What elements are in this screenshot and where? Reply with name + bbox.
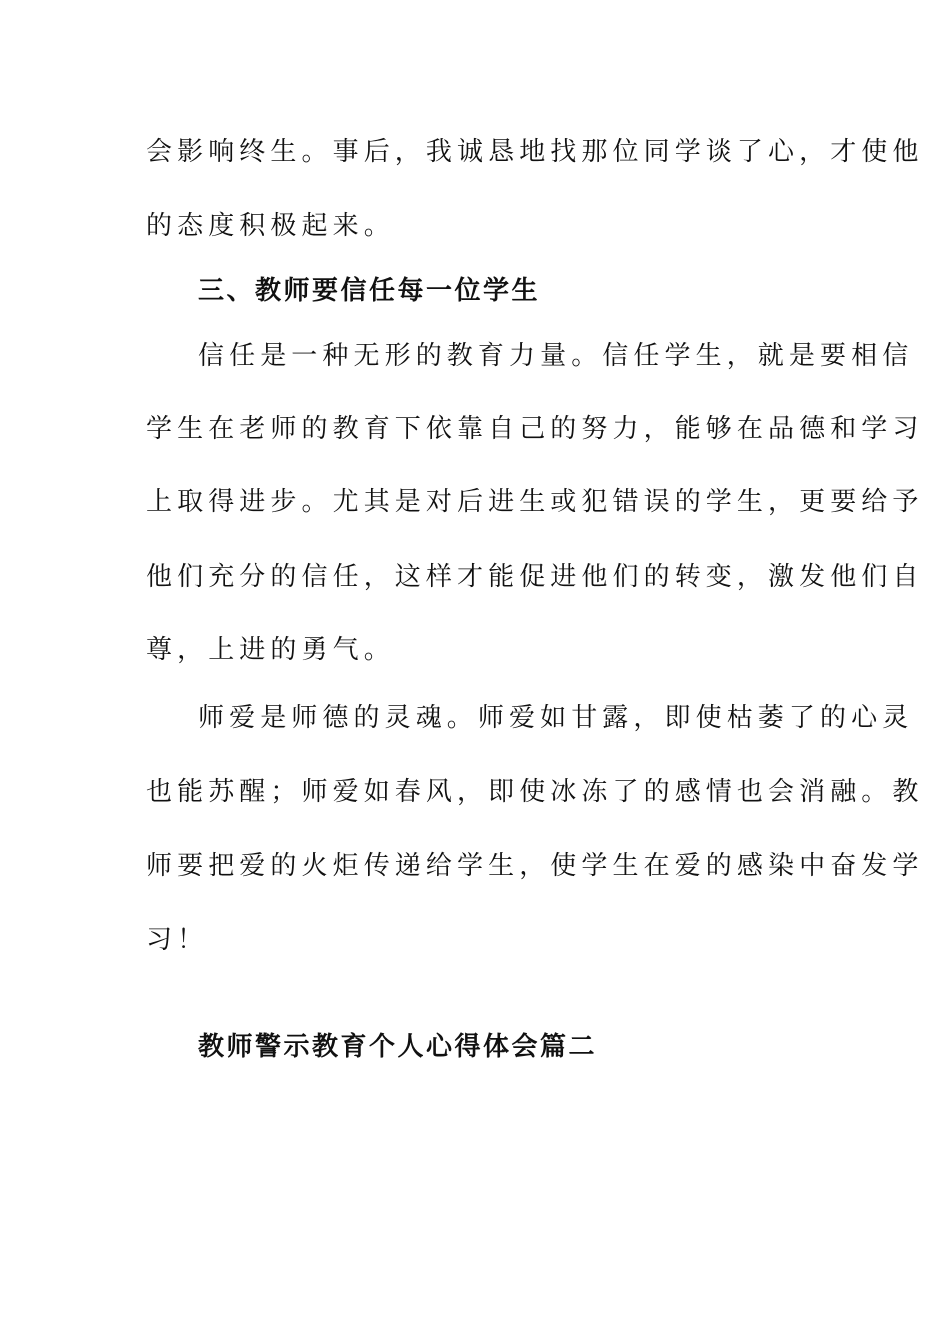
paragraph-line: 学生在老师的教育下依靠自己的努力，能够在品德和学习 (146, 414, 924, 444)
paragraph-line: 的态度积极起来。 (146, 211, 395, 241)
paragraph-line: 师要把爱的火炬传递给学生，使学生在爱的感染中奋发学 (146, 851, 924, 881)
article-title: 教师警示教育个人心得体会篇二 (198, 1032, 598, 1062)
paragraph-line: 会影响终生。事后，我诚恳地找那位同学谈了心，才使他 (146, 137, 924, 167)
section-heading: 三、教师要信任每一位学生 (198, 276, 541, 306)
paragraph-line: 尊，上进的勇气。 (146, 635, 395, 665)
paragraph-line: 上取得进步。尤其是对后进生或犯错误的学生，更要给予 (146, 487, 924, 517)
paragraph-line: 他们充分的信任，这样才能促进他们的转变，激发他们自 (146, 562, 924, 592)
paragraph-line: 习！ (146, 925, 209, 955)
paragraph-line: 信任是一种无形的教育力量。信任学生，就是要相信 (198, 341, 914, 371)
paragraph-line: 师爱是师德的灵魂。师爱如甘露，即使枯萎了的心灵 (198, 703, 914, 733)
paragraph-line: 也能苏醒；师爱如春风，即使冰冻了的感情也会消融。教 (146, 777, 924, 807)
